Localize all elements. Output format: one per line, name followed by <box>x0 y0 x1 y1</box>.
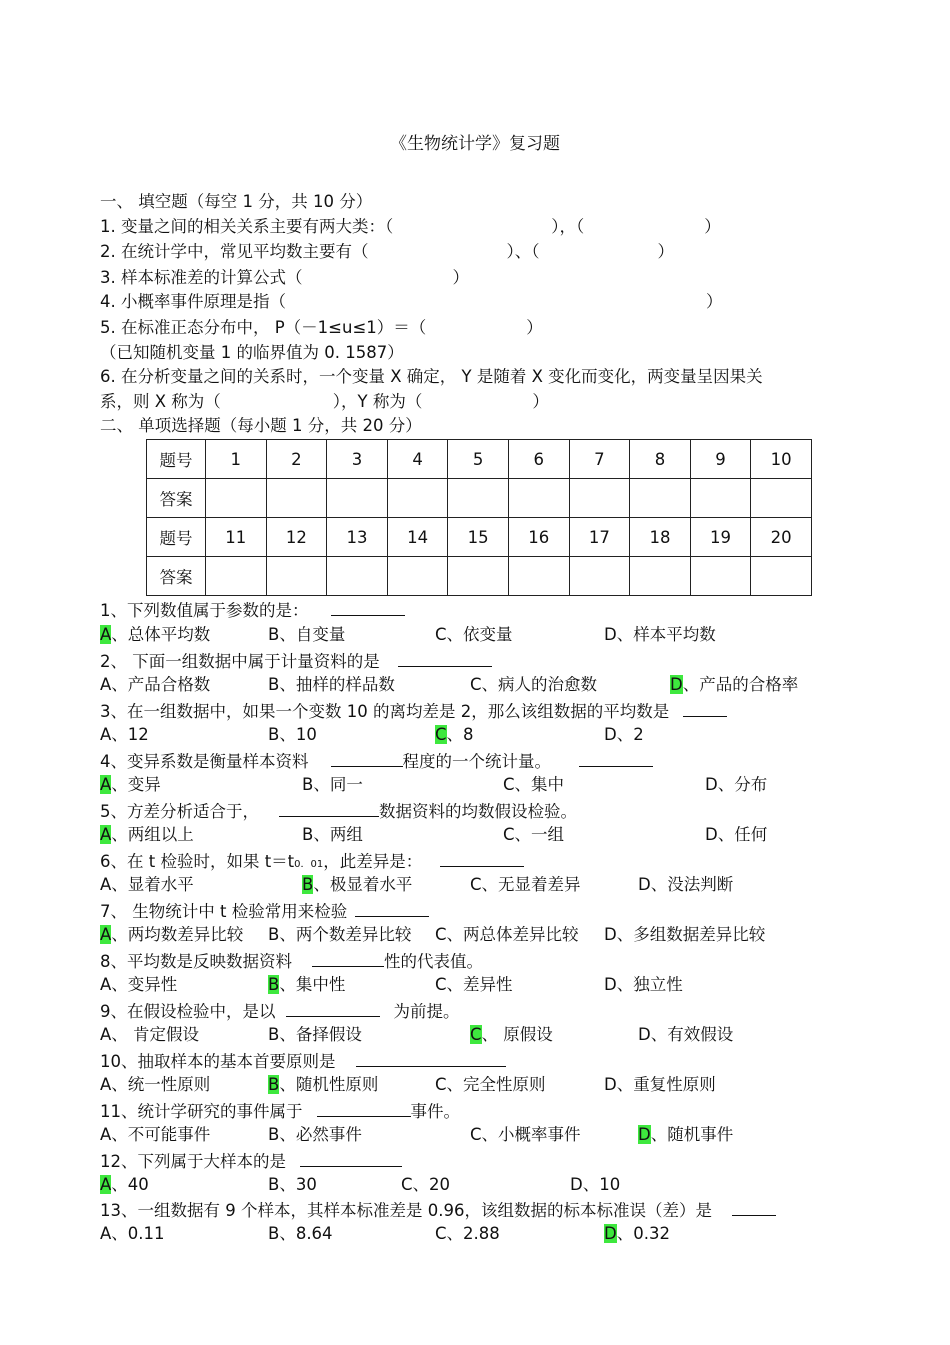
option-d-text: 、0.32 <box>616 1224 670 1243</box>
question-7-stem <box>100 902 432 921</box>
question-3-stem-text: 3、在一组数据中，如果一个变数 10 的离均差是 2，那么该组数据的平均数是 <box>100 702 670 721</box>
question-7-option-d[interactable]: D、多组数据差异比较 <box>604 925 766 944</box>
question-6-stem <box>100 852 527 871</box>
question-11-option-a[interactable]: A、不可能事件 <box>100 1125 211 1144</box>
answer-cell[interactable] <box>448 479 509 518</box>
question-7-option-b[interactable]: B、两个数差异比较 <box>268 925 412 944</box>
answer-cell[interactable] <box>327 479 388 518</box>
question-6-option-c[interactable]: C、无显着差异 <box>470 875 581 894</box>
question-2-option-a[interactable]: A、产品合格数 <box>100 675 211 694</box>
fill-q6-text-c: ） <box>532 392 549 411</box>
question-11-option-d[interactable] <box>638 1127 733 1144</box>
table-cell: 9 <box>690 440 751 479</box>
question-6-option-d[interactable]: D、没法判断 <box>638 875 734 894</box>
fill-q3 <box>100 270 469 287</box>
question-3-option-a[interactable]: A、12 <box>100 725 149 744</box>
answer-cell[interactable] <box>387 479 448 518</box>
option-a-text: 、变异 <box>111 775 161 794</box>
question-10-stem <box>100 1052 509 1071</box>
table-cell: 16 <box>508 518 569 557</box>
question-1-option-a[interactable] <box>100 627 210 644</box>
question-13-option-b[interactable]: B、8.64 <box>268 1224 333 1243</box>
table-cell: 20 <box>751 518 812 557</box>
question-9-option-c[interactable] <box>470 1027 553 1044</box>
fill-q1 <box>100 219 721 236</box>
answer-blank <box>331 601 405 616</box>
question-5-stem-text-2: 数据资料的均数假设检验。 <box>379 802 577 821</box>
question-11-option-b[interactable]: B、必然事件 <box>268 1125 362 1144</box>
question-11-option-c[interactable]: C、小概率事件 <box>470 1125 581 1144</box>
answer-blank <box>355 902 429 917</box>
option-d-text: 、随机事件 <box>650 1125 734 1144</box>
fill-q4 <box>100 294 723 311</box>
question-13-option-c[interactable]: C、2.88 <box>435 1224 500 1243</box>
answer-cell[interactable] <box>630 479 691 518</box>
answer-blank <box>398 652 492 667</box>
question-9-option-a[interactable]: A、 肯定假设 <box>100 1025 200 1044</box>
question-1-option-b[interactable]: B、自变量 <box>268 625 346 644</box>
fill-q3-text-a: 3. 样本标准差的计算公式（ <box>100 268 303 287</box>
table-cell: 4 <box>387 440 448 479</box>
question-3-option-b[interactable]: B、10 <box>268 725 317 744</box>
question-6-option-b[interactable] <box>302 877 412 894</box>
answer-cell[interactable] <box>448 557 509 596</box>
question-5-option-a[interactable] <box>100 827 194 844</box>
question-4-option-b[interactable]: B、同一 <box>302 775 363 794</box>
question-9-stem-text-1: 9、在假设检验中，是以 <box>100 1002 276 1021</box>
answer-cell[interactable] <box>751 479 812 518</box>
question-5-stem <box>100 802 577 821</box>
correct-marker: A <box>100 825 112 844</box>
option-a-text: 、总体平均数 <box>111 625 211 644</box>
answer-cell[interactable] <box>508 557 569 596</box>
question-13-option-d[interactable] <box>604 1226 670 1243</box>
answer-cell[interactable] <box>266 479 327 518</box>
fill-q5-text-b: ） <box>526 318 543 337</box>
answer-cell[interactable] <box>206 479 267 518</box>
table-cell: 15 <box>448 518 509 557</box>
fill-q3-text-b: ） <box>452 268 469 287</box>
table-row <box>147 518 812 557</box>
question-8-stem-text-1: 8、平均数是反映数据资料 <box>100 952 292 971</box>
option-c-text: 、8 <box>446 725 474 744</box>
table-cell: 17 <box>569 518 630 557</box>
question-4-option-a[interactable] <box>100 777 161 794</box>
answer-cell[interactable] <box>508 479 569 518</box>
section2-header: 二、 单项选择题（每小题 1 分，共 20 分） <box>100 416 422 435</box>
question-9-stem <box>100 1002 460 1021</box>
question-9-option-b[interactable]: B、备择假设 <box>268 1025 362 1044</box>
answer-blank <box>279 802 379 817</box>
question-7-option-c[interactable]: C、两总体差异比较 <box>435 925 579 944</box>
answer-cell[interactable] <box>327 557 388 596</box>
correct-marker: D <box>638 1125 651 1144</box>
answer-cell[interactable] <box>569 479 630 518</box>
question-12-stem <box>100 1152 405 1171</box>
table-row <box>147 440 812 479</box>
question-1-stem-text: 1、下列数值属于参数的是： <box>100 601 309 620</box>
question-6-stem-text-1: 6、在 t 检验时，如果 t＝t <box>100 852 295 871</box>
table-cell: 7 <box>569 440 630 479</box>
answer-blank <box>286 1002 380 1017</box>
question-2-option-c[interactable]: C、病人的治愈数 <box>470 675 598 694</box>
fill-q5 <box>100 320 543 337</box>
answer-cell[interactable] <box>206 557 267 596</box>
correct-marker: D <box>670 675 683 694</box>
option-b-text: 、随机性原则 <box>279 1075 379 1094</box>
question-8-option-c[interactable]: C、差异性 <box>435 975 513 994</box>
question-10-option-b[interactable] <box>268 1077 378 1094</box>
correct-marker: B <box>302 875 314 894</box>
question-12-stem-text: 12、下列属于大样本的是 <box>100 1152 286 1171</box>
table-cell: 5 <box>448 440 509 479</box>
question-6-option-a[interactable]: A、显着水平 <box>100 875 194 894</box>
question-13-option-a[interactable]: A、0.11 <box>100 1224 165 1243</box>
question-12-option-c[interactable]: C、20 <box>401 1175 451 1194</box>
correct-marker: C <box>435 725 447 744</box>
answer-blank <box>317 1102 411 1117</box>
question-11-stem <box>100 1102 460 1121</box>
table-cell: 2 <box>266 440 327 479</box>
fill-q6-line2 <box>100 394 549 411</box>
option-c-text: 、 原假设 <box>481 1025 553 1044</box>
fill-q5-note: （已知随机变量 1 的临界值为 0. 1587） <box>100 343 404 362</box>
table-cell: 8 <box>630 440 691 479</box>
answer-blank <box>300 1152 402 1167</box>
question-8-option-b[interactable] <box>268 977 345 994</box>
question-11-stem-text-2: 事件。 <box>410 1102 460 1121</box>
table-cell: 18 <box>630 518 691 557</box>
question-1-option-c[interactable]: C、依变量 <box>435 625 513 644</box>
fill-q1-text-b: ），（ <box>551 217 585 236</box>
question-10-option-c[interactable]: C、完全性原则 <box>435 1075 546 1094</box>
option-d-text: 、产品的合格率 <box>682 675 799 694</box>
question-7-option-a[interactable] <box>100 927 243 944</box>
cell-label-answer: 答案 <box>147 479 206 518</box>
fill-q1-text-a: 1. 变量之间的相关关系主要有两大类：（ <box>100 217 394 236</box>
question-5-option-b[interactable]: B、两组 <box>302 825 363 844</box>
question-8-stem-text-2: 性的代表值。 <box>384 952 483 971</box>
table-cell: 10 <box>751 440 812 479</box>
question-4-option-d[interactable]: D、分布 <box>705 775 768 794</box>
question-6-stem-text-2: ，此差异是： <box>323 852 423 871</box>
answer-blank <box>356 1052 506 1067</box>
answer-cell[interactable] <box>387 557 448 596</box>
question-12-option-d[interactable]: D、10 <box>570 1175 621 1194</box>
fill-q6-text-a: 系，则 X 称为（ <box>100 392 221 411</box>
option-b-text: 、集中性 <box>279 975 346 994</box>
question-12-option-b[interactable]: B、30 <box>268 1175 317 1194</box>
question-4-stem-text-1: 4、变异系数是衡量样本资料 <box>100 752 309 771</box>
table-cell: 13 <box>327 518 388 557</box>
option-a-text: 、两均数差异比较 <box>111 925 244 944</box>
fill-q2 <box>100 244 674 261</box>
answer-cell[interactable] <box>569 557 630 596</box>
table-cell: 12 <box>266 518 327 557</box>
fill-q1-text-c: ） <box>704 217 721 236</box>
fill-q2-text-c: ） <box>657 242 674 261</box>
fill-q4-text-b: ） <box>706 292 723 311</box>
question-2-option-d[interactable] <box>670 677 798 694</box>
cell-label-answer: 答案 <box>147 557 206 596</box>
question-10-stem-text: 10、抽取样本的基本首要原则是 <box>100 1052 336 1071</box>
question-5-stem-text-1: 5、方差分析适合于， <box>100 802 259 821</box>
question-13-stem <box>100 1201 779 1220</box>
table-cell: 19 <box>690 518 751 557</box>
answer-table <box>146 439 812 596</box>
question-5-option-d[interactable]: D、任何 <box>705 825 768 844</box>
question-9-stem-text-2: 为前提。 <box>393 1002 460 1021</box>
correct-marker: A <box>100 925 112 944</box>
question-13-stem-text: 13、一组数据有 9 个样本，其样本标准差是 0.96，该组数据的标本标准误（差）是 <box>100 1201 712 1220</box>
question-2-stem <box>100 652 495 671</box>
fill-q2-text-b: ）、（ <box>506 242 540 261</box>
fill-q6-line1: 6. 在分析变量之间的关系时，一个变量 X 确定， Y 是随着 X 变化而变化，两变量呈因果关 <box>100 367 763 386</box>
correct-marker: B <box>268 1075 280 1094</box>
correct-marker: C <box>470 1025 482 1044</box>
correct-marker: A <box>100 1175 112 1194</box>
question-11-stem-text-1: 11、统计学研究的事件属于 <box>100 1102 303 1121</box>
table-cell: 1 <box>206 440 267 479</box>
question-3-option-d[interactable]: D、2 <box>604 725 644 744</box>
cell-label-number: 题号 <box>147 440 206 479</box>
question-1-stem <box>100 601 408 620</box>
answer-cell[interactable] <box>266 557 327 596</box>
question-3-stem <box>100 702 730 721</box>
answer-cell[interactable] <box>690 557 751 596</box>
question-9-option-d[interactable]: D、有效假设 <box>638 1025 734 1044</box>
correct-marker: D <box>604 1224 617 1243</box>
question-4-stem-text-2: 程度的一个统计量。 <box>402 752 551 771</box>
question-10-option-a[interactable]: A、统一性原则 <box>100 1075 211 1094</box>
fill-q6-text-b: ），Y 称为（ <box>332 392 423 411</box>
page-title: 《生物统计学》复习题 <box>390 134 560 154</box>
answer-cell[interactable] <box>690 479 751 518</box>
table-cell: 14 <box>387 518 448 557</box>
answer-blank <box>331 752 403 767</box>
fill-q5-text-a: 5. 在标准正态分布中， P（－1≤u≤1）＝（ <box>100 318 427 337</box>
option-a-text: 、40 <box>111 1175 149 1194</box>
table-row <box>147 557 812 596</box>
question-6-subscript: 0．01 <box>294 859 324 870</box>
correct-marker: A <box>100 625 112 644</box>
correct-marker: A <box>100 775 112 794</box>
question-2-option-b[interactable]: B、抽样的样品数 <box>268 675 395 694</box>
answer-cell[interactable] <box>630 557 691 596</box>
answer-blank <box>440 852 524 867</box>
table-cell: 11 <box>206 518 267 557</box>
fill-q4-text-a: 4. 小概率事件原理是指（ <box>100 292 286 311</box>
option-a-text: 、两组以上 <box>111 825 194 844</box>
question-8-stem <box>100 952 483 971</box>
answer-blank <box>312 952 384 967</box>
section1-header: 一、 填空题（每空 1 分，共 10 分） <box>100 192 373 211</box>
table-row <box>147 479 812 518</box>
question-7-stem-text: 7、 生物统计中 t 检验常用来检验 <box>100 902 348 921</box>
answer-cell[interactable] <box>751 557 812 596</box>
correct-marker: B <box>268 975 280 994</box>
question-4-option-c[interactable]: C、集中 <box>503 775 565 794</box>
question-4-stem <box>100 752 656 771</box>
cell-label-number: 题号 <box>147 518 206 557</box>
answer-blank <box>683 702 727 717</box>
answer-blank <box>732 1201 776 1216</box>
question-3-option-c[interactable] <box>435 727 474 744</box>
question-5-option-c[interactable]: C、一组 <box>503 825 565 844</box>
question-8-option-d[interactable]: D、独立性 <box>604 975 683 994</box>
fill-q2-text-a: 2. 在统计学中，常见平均数主要有（ <box>100 242 369 261</box>
table-cell: 3 <box>327 440 388 479</box>
question-8-option-a[interactable]: A、变异性 <box>100 975 178 994</box>
answer-blank <box>579 752 653 767</box>
question-1-option-d[interactable]: D、样本平均数 <box>604 625 716 644</box>
option-b-text: 、极显着水平 <box>313 875 413 894</box>
question-2-stem-text: 2、 下面一组数据中属于计量资料的是 <box>100 652 380 671</box>
question-10-option-d[interactable]: D、重复性原则 <box>604 1075 716 1094</box>
table-cell: 6 <box>508 440 569 479</box>
question-12-option-a[interactable] <box>100 1177 149 1194</box>
